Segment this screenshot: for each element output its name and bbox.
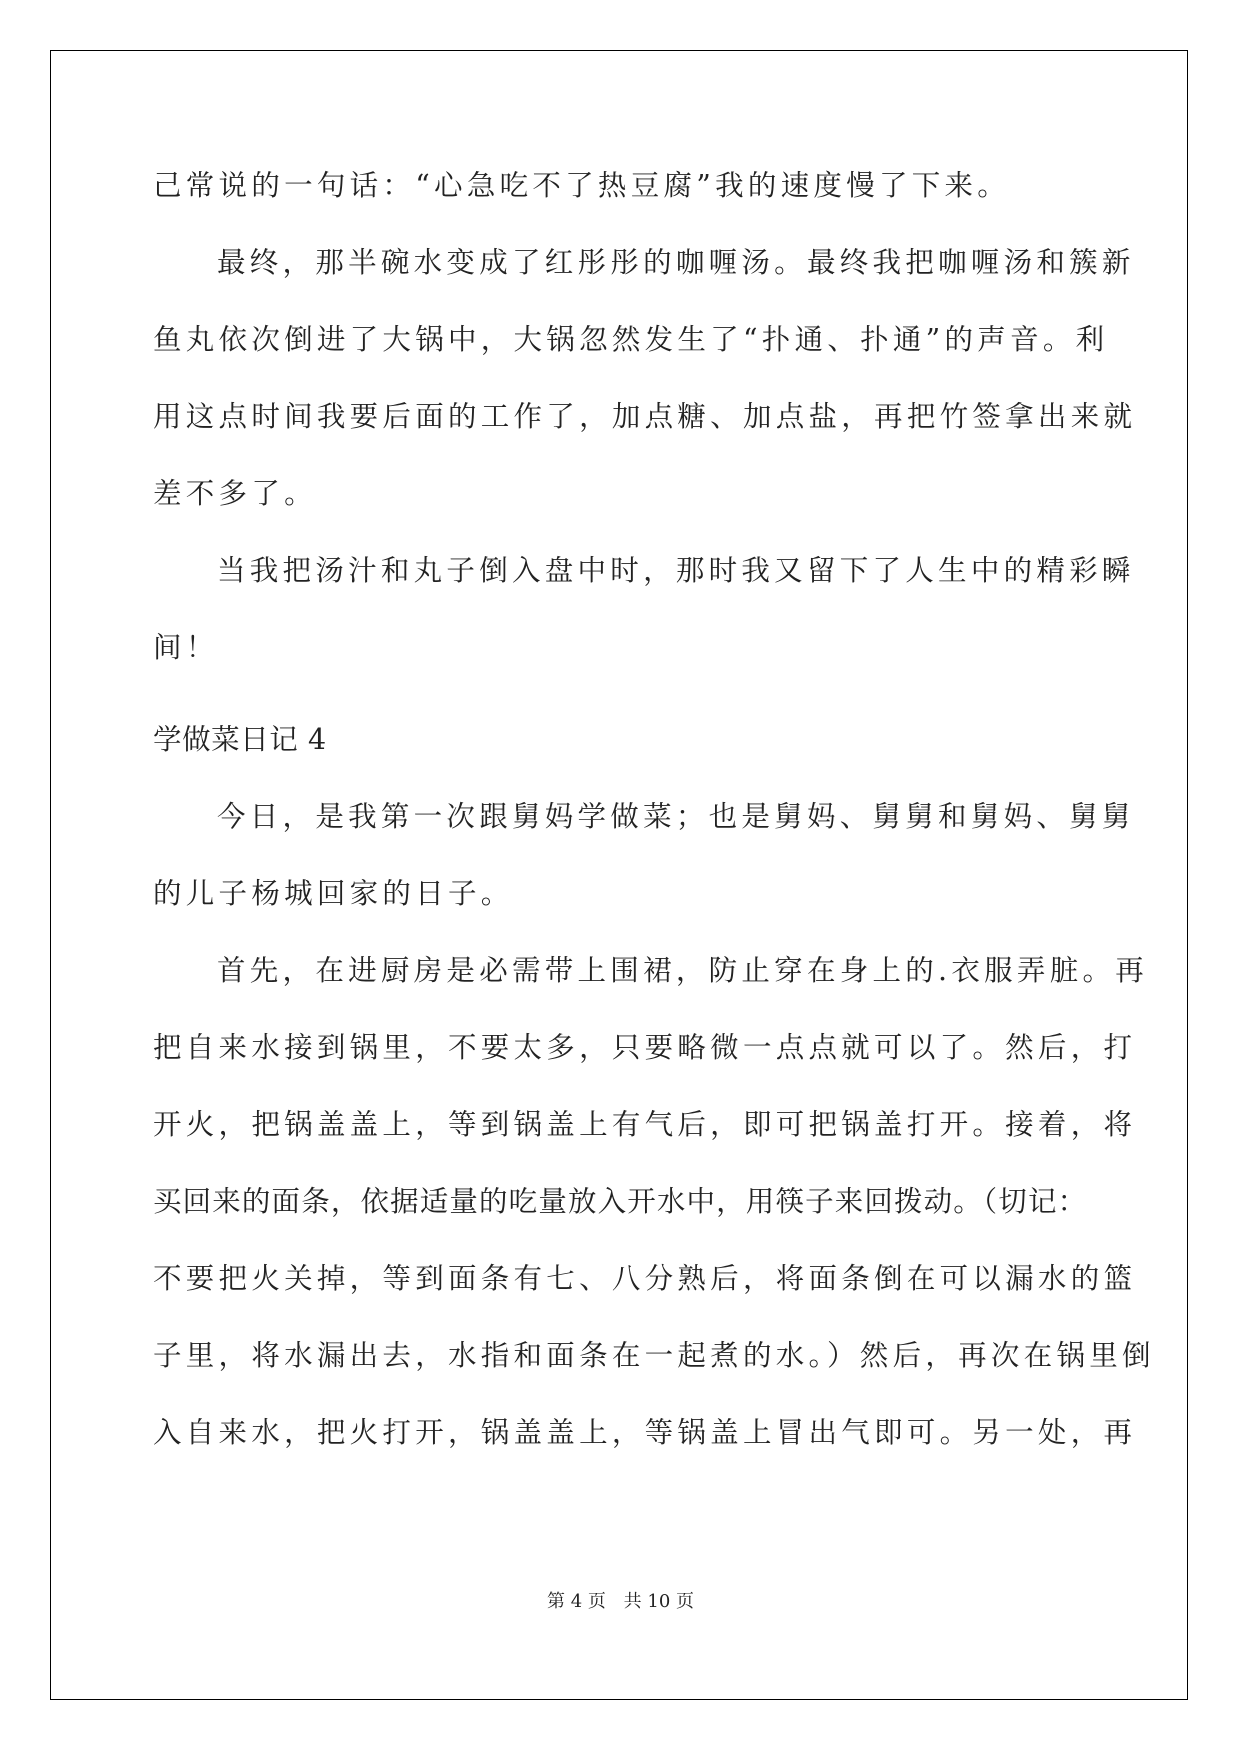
page-footer: [0, 1587, 1241, 1613]
page-number: 第 4 页: [547, 1591, 606, 1612]
text-line: 间！: [153, 631, 219, 664]
text-line: 不要把火关掉，等到面条有七、八分熟后，将面条倒在可以漏水的篮: [153, 1262, 1137, 1295]
text-line: 当我把汤汁和丸子倒入盘中时，那时我又留下了人生中的精彩瞬: [217, 554, 1135, 587]
page-border: [50, 50, 1188, 1700]
page-total: 共 10 页: [623, 1591, 694, 1612]
text-line: 鱼丸依次倒进了大锅中，大锅忽然发生了“扑通、扑通”的声音。利: [153, 323, 1109, 356]
text-line: 首先，在进厨房是必需带上围裙，防止穿在身上的.衣服弄脏。再: [217, 954, 1149, 987]
text-line: 买回来的面条，依据适量的吃量放入开水中，用筷子来回拨动。（切记：: [153, 1185, 1088, 1218]
text-line: 差不多了。: [153, 477, 317, 510]
text-line: 子里，将水漏出去，水指和面条在一起煮的水。）然后，再次在锅里倒: [153, 1339, 1155, 1372]
text-line: 今日，是我第一次跟舅妈学做菜；也是舅妈、舅舅和舅妈、舅舅: [217, 800, 1135, 833]
text-line: 的儿子杨城回家的日子。: [153, 877, 514, 910]
text-line: 把自来水接到锅里，不要太多，只要略微一点点就可以了。然后，打: [153, 1031, 1137, 1064]
text-line: 用这点时间我要后面的工作了，加点糖、加点盐，再把竹签拿出来就: [153, 400, 1137, 433]
text-line: 开火，把锅盖盖上，等到锅盖上有气后，即可把锅盖打开。接着，将: [153, 1108, 1137, 1141]
text-line: 入自来水，把火打开，锅盖盖上，等锅盖上冒出气即可。另一处，再: [153, 1416, 1137, 1449]
section-heading: 学做菜日记 4: [153, 723, 327, 756]
text-line: 己常说的一句话：“心急吃不了热豆腐”我的速度慢了下来。: [153, 169, 1011, 202]
text-line: 最终，那半碗水变成了红彤彤的咖喱汤。最终我把咖喱汤和簇新: [217, 246, 1135, 279]
